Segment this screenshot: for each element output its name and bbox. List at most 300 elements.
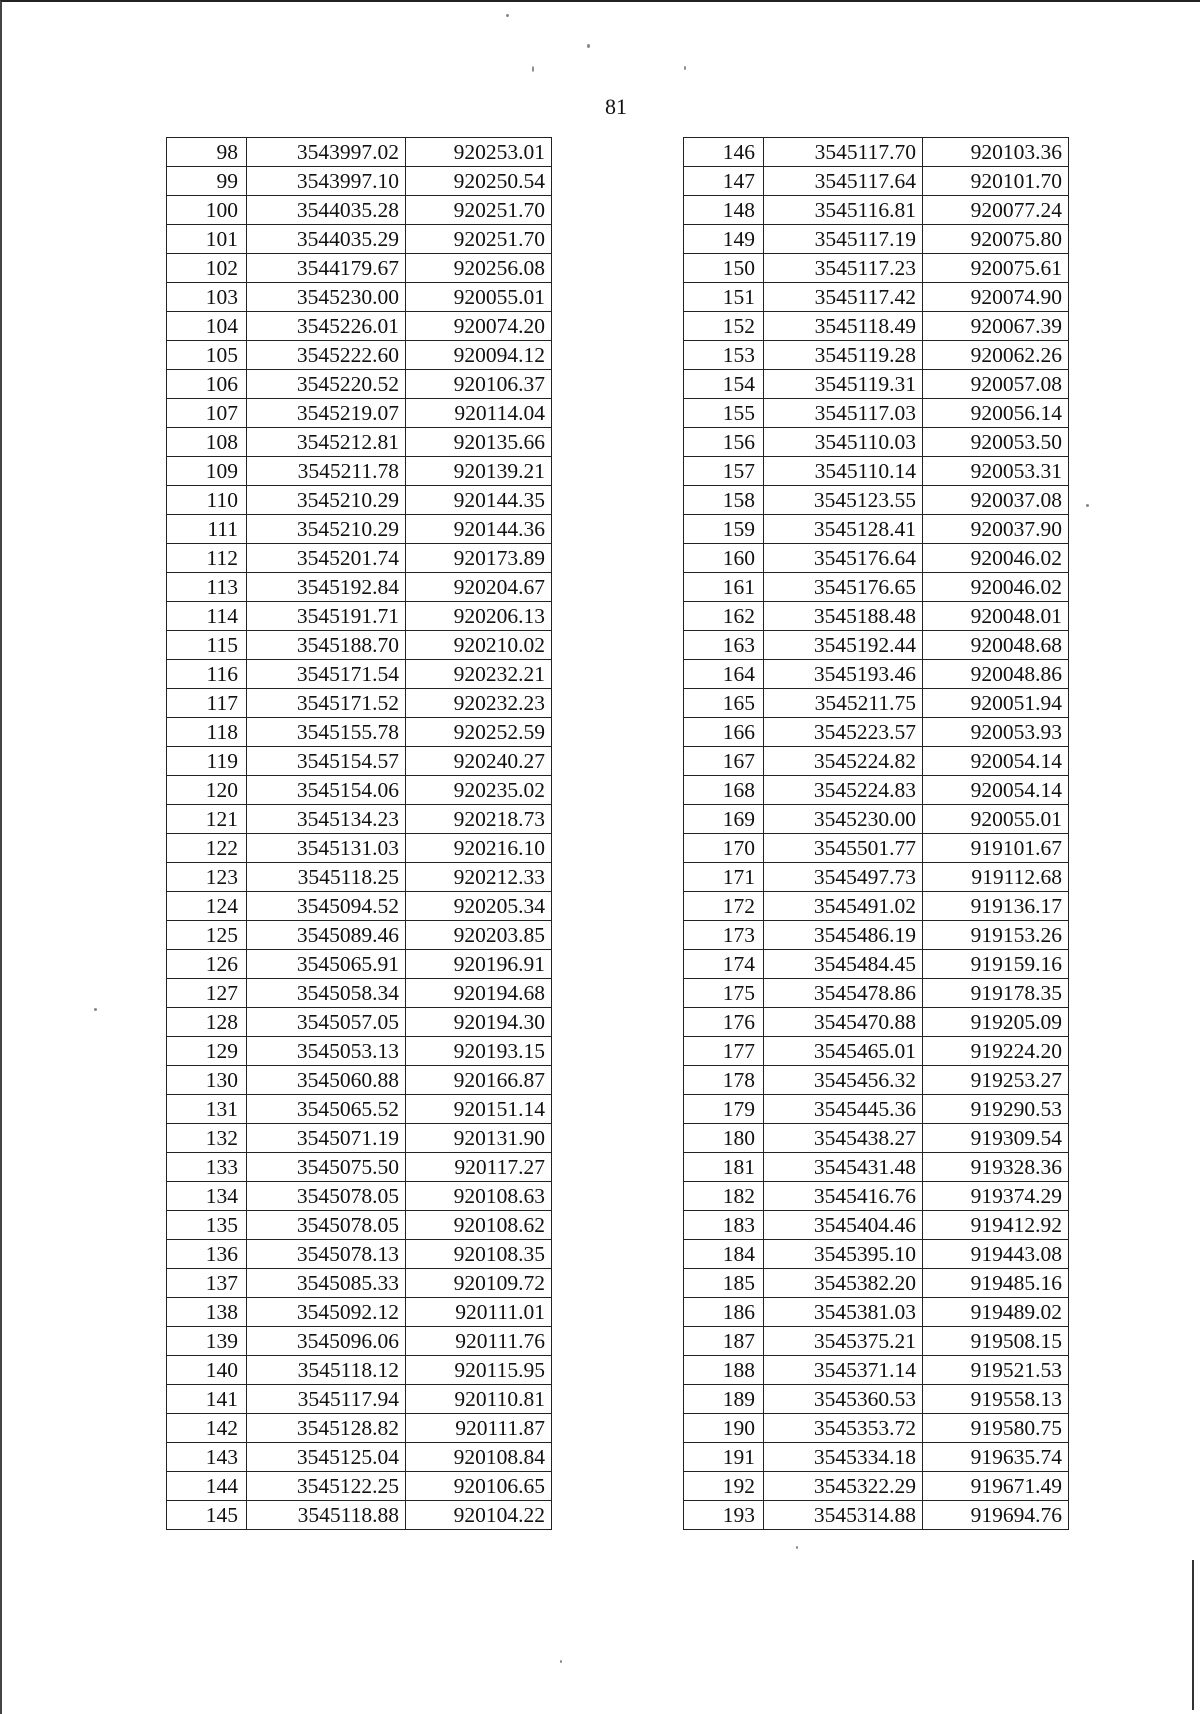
table-row xyxy=(684,718,1069,747)
x-coordinate-cell: 3545078.05 xyxy=(247,1211,406,1240)
point-number-cell: 186 xyxy=(684,1298,764,1327)
y-coordinate-cell: 920037.08 xyxy=(923,486,1069,515)
point-number-cell: 113 xyxy=(167,573,247,602)
x-coordinate-cell: 3545154.06 xyxy=(247,776,406,805)
table-row xyxy=(167,747,552,776)
y-coordinate-cell: 920108.63 xyxy=(406,1182,552,1211)
x-coordinate-cell: 3545176.65 xyxy=(764,573,923,602)
x-coordinate-cell: 3545371.14 xyxy=(764,1356,923,1385)
table-row xyxy=(684,1095,1069,1124)
x-coordinate-cell: 3545117.23 xyxy=(764,254,923,283)
y-coordinate-cell: 919671.49 xyxy=(923,1472,1069,1501)
y-coordinate-cell: 920232.23 xyxy=(406,689,552,718)
point-number-cell: 163 xyxy=(684,631,764,660)
y-coordinate-cell: 920206.13 xyxy=(406,602,552,631)
point-number-cell: 136 xyxy=(167,1240,247,1269)
point-number-cell: 165 xyxy=(684,689,764,718)
table-row xyxy=(684,602,1069,631)
y-coordinate-cell: 920109.72 xyxy=(406,1269,552,1298)
x-coordinate-cell: 3545456.32 xyxy=(764,1066,923,1095)
table-row xyxy=(684,341,1069,370)
table-row xyxy=(684,1443,1069,1472)
table-row xyxy=(167,834,552,863)
x-coordinate-cell: 3545065.52 xyxy=(247,1095,406,1124)
x-coordinate-cell: 3545445.36 xyxy=(764,1095,923,1124)
x-coordinate-cell: 3545117.19 xyxy=(764,225,923,254)
point-number-cell: 117 xyxy=(167,689,247,718)
point-number-cell: 146 xyxy=(684,138,764,167)
y-coordinate-cell: 920074.90 xyxy=(923,283,1069,312)
x-coordinate-cell: 3545416.76 xyxy=(764,1182,923,1211)
point-number-cell: 172 xyxy=(684,892,764,921)
x-coordinate-cell: 3545220.52 xyxy=(247,370,406,399)
point-number-cell: 142 xyxy=(167,1414,247,1443)
table-row xyxy=(167,979,552,1008)
x-coordinate-cell: 3545122.25 xyxy=(247,1472,406,1501)
point-number-cell: 188 xyxy=(684,1356,764,1385)
point-number-cell: 161 xyxy=(684,573,764,602)
x-coordinate-cell: 3545118.88 xyxy=(247,1501,406,1530)
table-row xyxy=(684,863,1069,892)
table-row xyxy=(684,428,1069,457)
x-coordinate-cell: 3545065.91 xyxy=(247,950,406,979)
x-coordinate-cell: 3545353.72 xyxy=(764,1414,923,1443)
table-row xyxy=(684,370,1069,399)
point-number-cell: 125 xyxy=(167,921,247,950)
point-number-cell: 189 xyxy=(684,1385,764,1414)
table-row xyxy=(167,718,552,747)
point-number-cell: 131 xyxy=(167,1095,247,1124)
x-coordinate-cell: 3545230.00 xyxy=(764,805,923,834)
scan-speck xyxy=(1086,504,1089,507)
point-number-cell: 176 xyxy=(684,1008,764,1037)
table-row xyxy=(167,1269,552,1298)
x-coordinate-cell: 3543997.02 xyxy=(247,138,406,167)
point-number-cell: 103 xyxy=(167,283,247,312)
point-number-cell: 114 xyxy=(167,602,247,631)
table-row xyxy=(167,1008,552,1037)
y-coordinate-cell: 919136.17 xyxy=(923,892,1069,921)
y-coordinate-cell: 920204.67 xyxy=(406,573,552,602)
y-coordinate-cell: 920074.20 xyxy=(406,312,552,341)
y-coordinate-cell: 920216.10 xyxy=(406,834,552,863)
x-coordinate-cell: 3545438.27 xyxy=(764,1124,923,1153)
point-number-cell: 118 xyxy=(167,718,247,747)
x-coordinate-cell: 3545096.06 xyxy=(247,1327,406,1356)
x-coordinate-cell: 3545171.54 xyxy=(247,660,406,689)
x-coordinate-cell: 3545116.81 xyxy=(764,196,923,225)
x-coordinate-cell: 3545224.82 xyxy=(764,747,923,776)
y-coordinate-cell: 919153.26 xyxy=(923,921,1069,950)
point-number-cell: 127 xyxy=(167,979,247,1008)
y-coordinate-cell: 920135.66 xyxy=(406,428,552,457)
table-row xyxy=(684,689,1069,718)
point-number-cell: 133 xyxy=(167,1153,247,1182)
x-coordinate-cell: 3545211.75 xyxy=(764,689,923,718)
table-row xyxy=(684,312,1069,341)
table-row xyxy=(167,399,552,428)
x-coordinate-cell: 3545484.45 xyxy=(764,950,923,979)
y-coordinate-cell: 920048.68 xyxy=(923,631,1069,660)
point-number-cell: 143 xyxy=(167,1443,247,1472)
y-coordinate-cell: 920056.14 xyxy=(923,399,1069,428)
table-row xyxy=(684,1385,1069,1414)
x-coordinate-cell: 3545188.70 xyxy=(247,631,406,660)
y-coordinate-cell: 920108.84 xyxy=(406,1443,552,1472)
x-coordinate-cell: 3545192.44 xyxy=(764,631,923,660)
x-coordinate-cell: 3545224.83 xyxy=(764,776,923,805)
point-number-cell: 130 xyxy=(167,1066,247,1095)
table-row xyxy=(684,1066,1069,1095)
table-row xyxy=(684,1240,1069,1269)
point-number-cell: 153 xyxy=(684,341,764,370)
y-coordinate-cell: 920053.50 xyxy=(923,428,1069,457)
table-row xyxy=(684,834,1069,863)
y-coordinate-cell: 920256.08 xyxy=(406,254,552,283)
point-number-cell: 158 xyxy=(684,486,764,515)
point-number-cell: 157 xyxy=(684,457,764,486)
y-coordinate-cell: 919290.53 xyxy=(923,1095,1069,1124)
point-number-cell: 166 xyxy=(684,718,764,747)
table-row xyxy=(684,1414,1069,1443)
y-coordinate-cell: 919580.75 xyxy=(923,1414,1069,1443)
point-number-cell: 140 xyxy=(167,1356,247,1385)
y-coordinate-cell: 920103.36 xyxy=(923,138,1069,167)
y-coordinate-cell: 920101.70 xyxy=(923,167,1069,196)
point-number-cell: 106 xyxy=(167,370,247,399)
point-number-cell: 190 xyxy=(684,1414,764,1443)
point-number-cell: 100 xyxy=(167,196,247,225)
point-number-cell: 121 xyxy=(167,805,247,834)
x-coordinate-cell: 3545071.19 xyxy=(247,1124,406,1153)
y-coordinate-cell: 919635.74 xyxy=(923,1443,1069,1472)
table-row xyxy=(684,283,1069,312)
point-number-cell: 132 xyxy=(167,1124,247,1153)
x-coordinate-cell: 3545381.03 xyxy=(764,1298,923,1327)
y-coordinate-cell: 920104.22 xyxy=(406,1501,552,1530)
y-coordinate-cell: 920108.35 xyxy=(406,1240,552,1269)
y-coordinate-cell: 919374.29 xyxy=(923,1182,1069,1211)
x-coordinate-cell: 3545057.05 xyxy=(247,1008,406,1037)
point-number-cell: 108 xyxy=(167,428,247,457)
point-number-cell: 174 xyxy=(684,950,764,979)
x-coordinate-cell: 3545404.46 xyxy=(764,1211,923,1240)
table-row xyxy=(167,1095,552,1124)
table-row xyxy=(167,1356,552,1385)
y-coordinate-cell: 920075.80 xyxy=(923,225,1069,254)
x-coordinate-cell: 3545382.20 xyxy=(764,1269,923,1298)
point-number-cell: 179 xyxy=(684,1095,764,1124)
x-coordinate-cell: 3545334.18 xyxy=(764,1443,923,1472)
point-number-cell: 148 xyxy=(684,196,764,225)
table-row xyxy=(684,892,1069,921)
y-coordinate-cell: 919694.76 xyxy=(923,1501,1069,1530)
x-coordinate-cell: 3545470.88 xyxy=(764,1008,923,1037)
table-row xyxy=(167,805,552,834)
x-coordinate-cell: 3543997.10 xyxy=(247,167,406,196)
x-coordinate-cell: 3545117.42 xyxy=(764,283,923,312)
y-coordinate-cell: 920139.21 xyxy=(406,457,552,486)
table-row xyxy=(167,1327,552,1356)
point-number-cell: 155 xyxy=(684,399,764,428)
table-row xyxy=(167,950,552,979)
point-number-cell: 128 xyxy=(167,1008,247,1037)
table-row xyxy=(167,863,552,892)
table-row xyxy=(167,1182,552,1211)
y-coordinate-cell: 920057.08 xyxy=(923,370,1069,399)
x-coordinate-cell: 3545085.33 xyxy=(247,1269,406,1298)
x-coordinate-cell: 3544035.29 xyxy=(247,225,406,254)
y-coordinate-cell: 920144.35 xyxy=(406,486,552,515)
y-coordinate-cell: 920048.01 xyxy=(923,602,1069,631)
point-number-cell: 126 xyxy=(167,950,247,979)
x-coordinate-cell: 3545123.55 xyxy=(764,486,923,515)
table-row xyxy=(684,1182,1069,1211)
x-coordinate-cell: 3545501.77 xyxy=(764,834,923,863)
y-coordinate-cell: 920205.34 xyxy=(406,892,552,921)
x-coordinate-cell: 3545058.34 xyxy=(247,979,406,1008)
table-row xyxy=(167,1211,552,1240)
y-coordinate-cell: 919205.09 xyxy=(923,1008,1069,1037)
y-coordinate-cell: 920193.15 xyxy=(406,1037,552,1066)
x-coordinate-cell: 3545192.84 xyxy=(247,573,406,602)
point-number-cell: 192 xyxy=(684,1472,764,1501)
table-row xyxy=(167,341,552,370)
table-row xyxy=(684,747,1069,776)
table-row xyxy=(167,1443,552,1472)
table-row xyxy=(167,254,552,283)
scan-speck xyxy=(684,66,686,70)
y-coordinate-cell: 920252.59 xyxy=(406,718,552,747)
table-row xyxy=(684,254,1069,283)
y-coordinate-cell: 919485.16 xyxy=(923,1269,1069,1298)
point-number-cell: 144 xyxy=(167,1472,247,1501)
point-number-cell: 102 xyxy=(167,254,247,283)
table-row xyxy=(167,312,552,341)
x-coordinate-cell: 3545060.88 xyxy=(247,1066,406,1095)
y-coordinate-cell: 919101.67 xyxy=(923,834,1069,863)
table-row xyxy=(167,544,552,573)
point-number-cell: 120 xyxy=(167,776,247,805)
point-number-cell: 137 xyxy=(167,1269,247,1298)
table-row xyxy=(167,225,552,254)
point-number-cell: 181 xyxy=(684,1153,764,1182)
x-coordinate-cell: 3545117.70 xyxy=(764,138,923,167)
point-number-cell: 112 xyxy=(167,544,247,573)
x-coordinate-cell: 3545094.52 xyxy=(247,892,406,921)
scan-speck xyxy=(587,44,590,48)
point-number-cell: 147 xyxy=(684,167,764,196)
x-coordinate-cell: 3545497.73 xyxy=(764,863,923,892)
table-row xyxy=(167,1414,552,1443)
y-coordinate-cell: 920048.86 xyxy=(923,660,1069,689)
point-number-cell: 152 xyxy=(684,312,764,341)
table-row xyxy=(684,457,1069,486)
page-edge-line xyxy=(1192,1560,1194,1710)
x-coordinate-cell: 3544035.28 xyxy=(247,196,406,225)
y-coordinate-cell: 920055.01 xyxy=(923,805,1069,834)
point-number-cell: 104 xyxy=(167,312,247,341)
page-number: 81 xyxy=(605,94,627,119)
y-coordinate-cell: 919443.08 xyxy=(923,1240,1069,1269)
point-number-cell: 119 xyxy=(167,747,247,776)
x-coordinate-cell: 3545118.25 xyxy=(247,863,406,892)
point-number-cell: 159 xyxy=(684,515,764,544)
table-row xyxy=(684,979,1069,1008)
y-coordinate-cell: 920106.65 xyxy=(406,1472,552,1501)
table-row xyxy=(684,544,1069,573)
x-coordinate-cell: 3545117.94 xyxy=(247,1385,406,1414)
y-coordinate-cell: 920210.02 xyxy=(406,631,552,660)
x-coordinate-cell: 3545210.29 xyxy=(247,515,406,544)
x-coordinate-cell: 3545089.46 xyxy=(247,921,406,950)
y-coordinate-cell: 920110.81 xyxy=(406,1385,552,1414)
x-coordinate-cell: 3545118.49 xyxy=(764,312,923,341)
y-coordinate-cell: 920054.14 xyxy=(923,776,1069,805)
table-row xyxy=(684,631,1069,660)
x-coordinate-cell: 3545478.86 xyxy=(764,979,923,1008)
point-number-cell: 129 xyxy=(167,1037,247,1066)
x-coordinate-cell: 3545211.78 xyxy=(247,457,406,486)
y-coordinate-cell: 920235.02 xyxy=(406,776,552,805)
table-row xyxy=(167,515,552,544)
y-coordinate-cell: 920196.91 xyxy=(406,950,552,979)
table-row xyxy=(167,776,552,805)
x-coordinate-cell: 3545219.07 xyxy=(247,399,406,428)
y-coordinate-cell: 919558.13 xyxy=(923,1385,1069,1414)
point-number-cell: 156 xyxy=(684,428,764,457)
table-row xyxy=(684,486,1069,515)
table-row xyxy=(167,602,552,631)
x-coordinate-cell: 3545226.01 xyxy=(247,312,406,341)
table-row xyxy=(167,1153,552,1182)
x-coordinate-cell: 3545201.74 xyxy=(247,544,406,573)
y-coordinate-cell: 920240.27 xyxy=(406,747,552,776)
x-coordinate-cell: 3545395.10 xyxy=(764,1240,923,1269)
table-row xyxy=(684,776,1069,805)
x-coordinate-cell: 3545119.28 xyxy=(764,341,923,370)
point-number-cell: 150 xyxy=(684,254,764,283)
point-number-cell: 134 xyxy=(167,1182,247,1211)
table-row xyxy=(684,399,1069,428)
table-row xyxy=(684,1124,1069,1153)
point-number-cell: 139 xyxy=(167,1327,247,1356)
x-coordinate-cell: 3545128.41 xyxy=(764,515,923,544)
scan-speck xyxy=(506,14,509,17)
x-coordinate-cell: 3545314.88 xyxy=(764,1501,923,1530)
y-coordinate-cell: 919178.35 xyxy=(923,979,1069,1008)
y-coordinate-cell: 919224.20 xyxy=(923,1037,1069,1066)
x-coordinate-cell: 3545125.04 xyxy=(247,1443,406,1472)
x-coordinate-cell: 3545171.52 xyxy=(247,689,406,718)
x-coordinate-cell: 3545131.03 xyxy=(247,834,406,863)
point-number-cell: 122 xyxy=(167,834,247,863)
scan-speck xyxy=(94,1008,97,1011)
y-coordinate-cell: 920094.12 xyxy=(406,341,552,370)
y-coordinate-cell: 919309.54 xyxy=(923,1124,1069,1153)
y-coordinate-cell: 920075.61 xyxy=(923,254,1069,283)
table-row xyxy=(684,1327,1069,1356)
point-number-cell: 116 xyxy=(167,660,247,689)
x-coordinate-cell: 3545222.60 xyxy=(247,341,406,370)
point-number-cell: 180 xyxy=(684,1124,764,1153)
table-row xyxy=(684,1153,1069,1182)
y-coordinate-cell: 920077.24 xyxy=(923,196,1069,225)
scan-speck xyxy=(560,1660,562,1663)
y-coordinate-cell: 920218.73 xyxy=(406,805,552,834)
y-coordinate-cell: 920251.70 xyxy=(406,225,552,254)
point-number-cell: 171 xyxy=(684,863,764,892)
point-number-cell: 145 xyxy=(167,1501,247,1530)
y-coordinate-cell: 920106.37 xyxy=(406,370,552,399)
point-number-cell: 183 xyxy=(684,1211,764,1240)
point-number-cell: 175 xyxy=(684,979,764,1008)
y-coordinate-cell: 920151.14 xyxy=(406,1095,552,1124)
y-coordinate-cell: 920232.21 xyxy=(406,660,552,689)
table-row xyxy=(167,370,552,399)
x-coordinate-cell: 3545230.00 xyxy=(247,283,406,312)
table-row xyxy=(684,1269,1069,1298)
y-coordinate-cell: 920037.90 xyxy=(923,515,1069,544)
table-row xyxy=(167,1240,552,1269)
y-coordinate-cell: 920194.68 xyxy=(406,979,552,1008)
table-row xyxy=(167,1124,552,1153)
point-number-cell: 173 xyxy=(684,921,764,950)
x-coordinate-cell: 3545191.71 xyxy=(247,602,406,631)
table-row xyxy=(684,1008,1069,1037)
x-coordinate-cell: 3545053.13 xyxy=(247,1037,406,1066)
point-number-cell: 107 xyxy=(167,399,247,428)
point-number-cell: 154 xyxy=(684,370,764,399)
x-coordinate-cell: 3545078.05 xyxy=(247,1182,406,1211)
y-coordinate-cell: 920212.33 xyxy=(406,863,552,892)
x-coordinate-cell: 3545110.03 xyxy=(764,428,923,457)
y-coordinate-cell: 919253.27 xyxy=(923,1066,1069,1095)
point-number-cell: 149 xyxy=(684,225,764,254)
table-row xyxy=(167,660,552,689)
point-number-cell: 109 xyxy=(167,457,247,486)
table-row xyxy=(167,921,552,950)
x-coordinate-cell: 3545491.02 xyxy=(764,892,923,921)
y-coordinate-cell: 920111.01 xyxy=(406,1298,552,1327)
point-number-cell: 182 xyxy=(684,1182,764,1211)
table-row xyxy=(167,428,552,457)
y-coordinate-cell: 920131.90 xyxy=(406,1124,552,1153)
point-number-cell: 170 xyxy=(684,834,764,863)
y-coordinate-cell: 920250.54 xyxy=(406,167,552,196)
y-coordinate-cell: 920054.14 xyxy=(923,747,1069,776)
table-row xyxy=(167,196,552,225)
x-coordinate-cell: 3545154.57 xyxy=(247,747,406,776)
point-number-cell: 135 xyxy=(167,1211,247,1240)
table-row xyxy=(684,805,1069,834)
x-coordinate-cell: 3545092.12 xyxy=(247,1298,406,1327)
point-number-cell: 99 xyxy=(167,167,247,196)
point-number-cell: 187 xyxy=(684,1327,764,1356)
point-number-cell: 162 xyxy=(684,602,764,631)
y-coordinate-cell: 920253.01 xyxy=(406,138,552,167)
table-row xyxy=(167,1037,552,1066)
x-coordinate-cell: 3544179.67 xyxy=(247,254,406,283)
point-number-cell: 123 xyxy=(167,863,247,892)
table-row xyxy=(684,1037,1069,1066)
y-coordinate-cell: 920046.02 xyxy=(923,573,1069,602)
table-row xyxy=(684,1501,1069,1530)
y-coordinate-cell: 920117.27 xyxy=(406,1153,552,1182)
x-coordinate-cell: 3545119.31 xyxy=(764,370,923,399)
table-row xyxy=(167,689,552,718)
y-coordinate-cell: 920144.36 xyxy=(406,515,552,544)
